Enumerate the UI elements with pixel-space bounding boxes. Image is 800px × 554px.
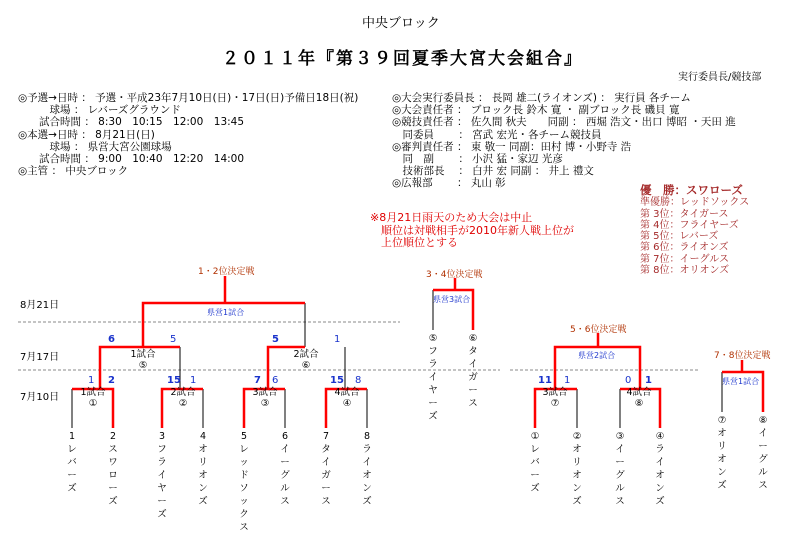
team-num: ⑥ (468, 333, 478, 344)
third-place-label: 3・4位決定戦 (426, 270, 483, 280)
match-num: ④ (342, 398, 352, 409)
r1-score-right: 6 (272, 375, 279, 386)
team-num: 8 (363, 431, 371, 442)
r1-score-left: 7 (254, 375, 261, 386)
info-line: ◎大会実行委員長 ： 長岡 雄二(ライオンズ) ： 実行員 各チーム (392, 92, 691, 104)
rank-item: 準優勝：レッドソックス (640, 197, 750, 209)
info-line: ◎広報部 ： 丸山 彰 (392, 177, 506, 190)
team-num: 5 (240, 431, 248, 442)
info-line: 同委員 ： 宮武 宏光・各チーム競技員 (392, 128, 602, 141)
team-column (756, 414, 770, 492)
final-venue: 県営1試合 (207, 308, 245, 317)
info-line: 試合時間 ： 8:30 10:15 12:00 13:45 (18, 116, 245, 129)
info-line: 技術部長 ： 白井 宏 同副 ： 井上 禮文 (392, 165, 594, 178)
third-place-venue: 県営3試合 (433, 295, 471, 304)
date-aug21: 8月21日 (20, 300, 60, 311)
team-name: フ ラ イ ヤ ー ズ (428, 346, 438, 422)
r1-score-left: 15 (167, 375, 181, 386)
r1-match (164, 387, 202, 409)
team-num: ⑦ (717, 415, 727, 426)
rank-item: 第 8位：オリオンズ (640, 265, 730, 277)
team-column (528, 430, 542, 495)
info-line: ◎審判責任者 ： 東 敬一 同副：田村 博・小野寺 浩 (392, 140, 632, 153)
date-jul17: 7月17日 (20, 352, 60, 363)
team-column (466, 332, 480, 410)
match-num: ① (88, 398, 98, 409)
note-line: 上位順位とする (370, 236, 458, 249)
semi2-label: 2試合 (293, 349, 319, 360)
info-line: 球場 ： 県営大宮公園球場 (18, 140, 172, 153)
match-label: 3試合 (542, 387, 568, 398)
seventh-place-label: 7・8位決定戦 (714, 351, 771, 361)
rank-item: 第 3位：タイガース (640, 208, 729, 220)
team-num: 4 (199, 431, 207, 442)
team-name: レ ッ ド ソ ッ ク ス (239, 444, 249, 533)
match-label: 4試合 (334, 387, 360, 398)
team-name: オ リ オ ン ズ (717, 428, 727, 491)
r1-score-right: 8 (355, 375, 362, 386)
match-label: 2試合 (170, 387, 196, 398)
team-name: タ イ ガ ー ス (468, 346, 478, 409)
team-num: 7 (322, 431, 330, 442)
semi2-match (287, 349, 325, 371)
match-num: ⑧ (634, 398, 644, 409)
team-name: オ リ オ ン ズ (198, 444, 208, 507)
rank-item: 第 7位：イーグルス (640, 253, 729, 265)
r1-score-left: 1 (88, 375, 95, 386)
rank-item: 第 6位：ライオンズ (640, 242, 729, 254)
r1-score-left: 15 (330, 375, 344, 386)
seventh-place-venue: 県営1試合 (722, 377, 760, 386)
team-column (360, 430, 374, 508)
team-column (570, 430, 584, 508)
semi2-num: ⑥ (301, 360, 311, 371)
fifth-m2-score-right: 1 (645, 375, 652, 386)
r1-match (74, 387, 112, 409)
team-name: ス ワ ロ ー ズ (108, 444, 118, 507)
r1-match (246, 387, 284, 409)
fifth-m1 (536, 387, 574, 409)
match-num: ③ (260, 398, 270, 409)
team-name: フ ラ イ ヤ ー ズ (157, 444, 167, 520)
page-title: ２０１１年『第３９回夏季大宮大会組合』 (222, 49, 583, 69)
fifth-m1-score-left: 11 (538, 375, 552, 386)
fifth-m1-score-right: 1 (564, 375, 571, 386)
team-name: オ リ オ ン ズ (572, 444, 582, 507)
match-label: 3試合 (252, 387, 278, 398)
semi1-score-right: 5 (170, 334, 177, 345)
note-line: 順位は対戦相手が2010年新人戦上位が (370, 223, 574, 237)
team-column (155, 430, 169, 521)
rank-item: 第 4位：フライヤーズ (640, 219, 739, 231)
r1-match (328, 387, 366, 409)
team-num: 2 (109, 431, 117, 442)
final-label: 1・2位決定戦 (198, 267, 255, 277)
team-num: ③ (615, 431, 625, 442)
team-column (65, 430, 79, 495)
team-num: 3 (158, 431, 166, 442)
team-column (237, 430, 251, 534)
team-name: イ ー グ ル ス (758, 428, 768, 491)
info-line: 球場 ： レバーズグラウンド (18, 104, 181, 117)
info-line: ◎予選→日時 ： 予選・平成23年7月10日(日)・17日(日)予備日18日(祝) (18, 92, 359, 104)
committee-label: 実行委員長/競技部 (678, 72, 762, 83)
r1-score-right: 2 (108, 375, 115, 386)
team-num: 6 (281, 431, 289, 442)
team-column (715, 414, 729, 492)
block-label: 中央ブロック (362, 16, 440, 31)
team-num: ① (530, 431, 540, 442)
team-column (106, 430, 120, 508)
team-num: ⑧ (758, 415, 768, 426)
semi1-score-left: 6 (108, 334, 115, 345)
fifth-m2-score-left: 0 (625, 375, 632, 386)
semi1-num: ⑤ (138, 360, 148, 371)
match-label: 1試合 (80, 387, 106, 398)
fifth-place-label: 5・6位決定戦 (570, 325, 627, 335)
team-column (426, 332, 440, 423)
rank-item: 第 5位：レバーズ (640, 231, 719, 243)
info-line: ◎大会責任者 ： ブロック長 鈴木 寛 ・ 副ブロック長 磯貝 寛 (392, 104, 680, 117)
team-name: タ イ ガ ー ス (321, 444, 331, 507)
team-num: ② (572, 431, 582, 442)
info-line: 同 副 ： 小沢 猛・家辺 光彦 (392, 153, 563, 166)
champion: 優 勝：スワローズ (640, 183, 743, 197)
team-column (319, 430, 333, 508)
team-column (613, 430, 627, 508)
team-name: イ ー グ ル ス (280, 444, 290, 507)
info-line: 試合時間 ： 9:00 10:40 12:20 14:00 (18, 153, 245, 166)
team-name: イ ー グ ル ス (615, 444, 625, 507)
semi1-label: 1試合 (130, 349, 156, 360)
fifth-m2 (620, 387, 658, 409)
match-num: ② (178, 398, 188, 409)
note-line: ※8月21日雨天のため大会は中止 (370, 211, 533, 224)
team-num: ④ (655, 431, 665, 442)
date-jul10: 7月10日 (20, 392, 60, 403)
semi1-match (124, 349, 162, 371)
semi2-score-left: 5 (272, 334, 279, 345)
team-column (278, 430, 292, 508)
r1-score-right: 1 (190, 375, 197, 386)
info-line: ◎本選→日時 ： 8月21日(日) (18, 128, 155, 141)
team-num: ⑤ (428, 333, 438, 344)
match-label: 4試合 (626, 387, 652, 398)
match-num: ⑦ (550, 398, 560, 409)
semi2-score-right: 1 (334, 334, 341, 345)
team-num: 1 (68, 431, 76, 442)
team-column (196, 430, 210, 508)
team-name: レ バ ー ズ (67, 444, 77, 494)
team-name: ラ イ オ ン ズ (362, 444, 372, 507)
info-line: ◎主管 ： 中央ブロック (18, 165, 129, 178)
info-line: ◎競技責任者 ： 佐久間 秋夫 同副 ： 西堀 浩文・出口 博昭 ・天田 進 (392, 116, 736, 129)
team-name: レ バ ー ズ (530, 444, 540, 494)
fifth-place-venue: 県営2試合 (578, 351, 616, 360)
team-name: ラ イ オ ン ズ (655, 444, 665, 507)
team-column (653, 430, 667, 508)
